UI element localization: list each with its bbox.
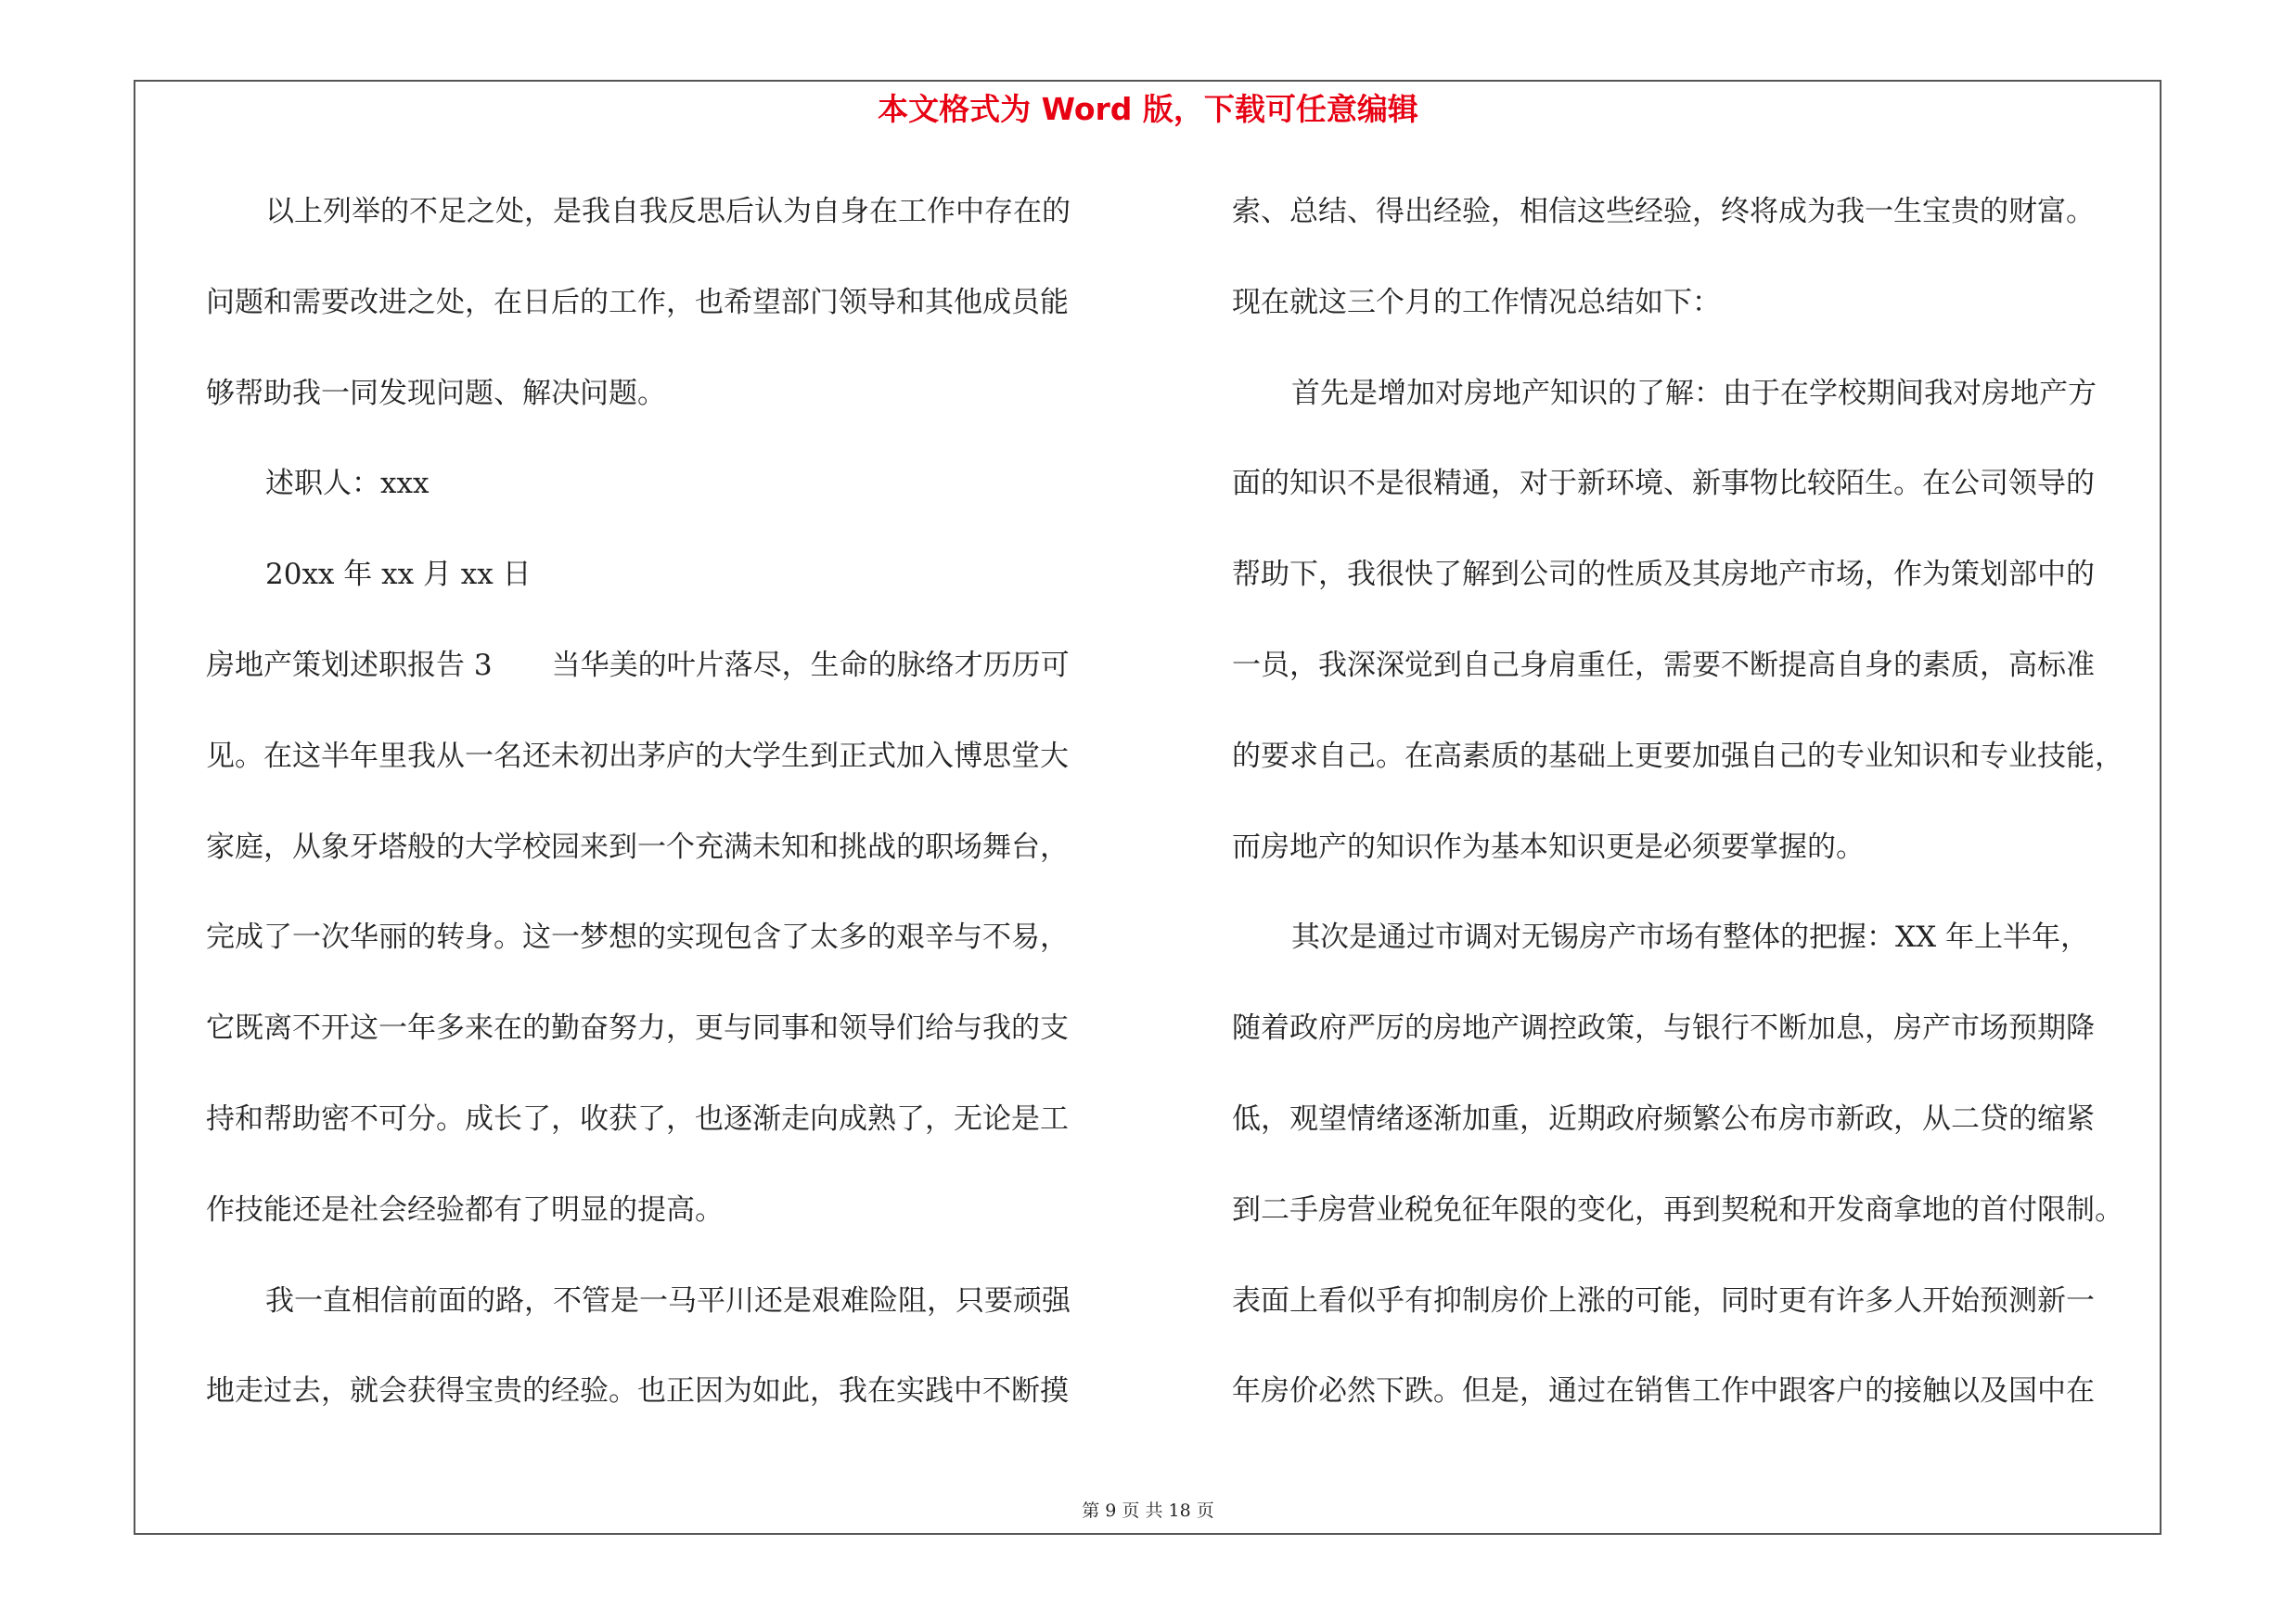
paragraph-line: 完成了一次华丽的转身。这一梦想的实现包含了太多的艰辛与不易， — [206, 921, 1069, 955]
paragraph-line: 以上列举的不足之处，是我自我反思后认为自身在工作中存在的 — [265, 195, 1071, 228]
paragraph-line: 到二手房营业税免征年限的变化，再到契税和开发商拿地的首付限制。 — [1232, 1192, 2123, 1227]
paragraph-line: 一员，我深深觉到自己身肩重任，需要不断提高自身的素质，高标准 — [1232, 648, 2095, 682]
paragraph-line: 它既离不开这一年多来在的勤奋努力，更与同事和领导们给与我的支 — [206, 1011, 1069, 1046]
paragraph-line: 表面上看似乎有抑制房价上涨的可能，同时更有许多人开始预测新一 — [1232, 1283, 2095, 1318]
section-heading: 房地产策划述职报告 3 — [206, 648, 493, 682]
paragraph-line: 的要求自己。在高素质的基础上更要加强自己的专业知识和专业技能， — [1232, 739, 2123, 773]
signer-line: 述职人：xxx — [265, 467, 430, 501]
paragraph-line: 现在就这三个月的工作情况总结如下： — [1232, 285, 1721, 319]
paragraph-line: 作技能还是社会经验都有了明显的提高。 — [206, 1192, 724, 1227]
paragraph-line: 面的知识不是很精通，对于新环境、新事物比较陌生。在公司领导的 — [1232, 467, 2095, 501]
section-heading-line — [206, 636, 1152, 727]
paragraph-line: 地走过去，就会获得宝贵的经验。也正因为如此，我在实践中不断摸 — [206, 1374, 1069, 1409]
paragraph-line: 随着政府严厉的房地产调控政策，与银行不断加息，房产市场预期降 — [1232, 1011, 2095, 1046]
paragraph-line: 而房地产的知识作为基本知识更是必须要掌握的。 — [1232, 830, 1865, 864]
paragraph-line: 家庭，从象牙塔般的大学校园来到一个充满未知和挑战的职场舞台， — [206, 830, 1069, 864]
paragraph-line: 持和帮助密不可分。成长了，收获了，也逐渐走向成熟了，无论是工 — [206, 1101, 1069, 1136]
edit-banner: 本文格式为 Word 版，下载可任意编辑 — [878, 91, 1418, 127]
date-line: 20xx 年 xx 月 xx 日 — [265, 558, 532, 592]
paragraph-line: 帮助下，我很快了解到公司的性质及其房地产市场，作为策划部中的 — [1232, 558, 2095, 592]
paragraph-line: 其次是通过市调对无锡房产市场有整体的把握：XX 年上半年， — [1291, 921, 2089, 955]
paragraph-line: 索、总结、得出经验，相信这些经验，终将成为我一生宝贵的财富。 — [1232, 195, 2095, 228]
paragraph-line: 问题和需要改进之处，在日后的工作，也希望部门领导和其他成员能 — [206, 285, 1069, 319]
paragraph-line: 首先是增加对房地产知识的了解：由于在学校期间我对房地产方 — [1291, 376, 2097, 410]
paragraph-line: 年房价必然下跌。但是，通过在销售工作中跟客户的接触以及国中在 — [1232, 1374, 2095, 1409]
paragraph-line: 低，观望情绪逐渐加重，近期政府频繁公布房市新政，从二贷的缩紧 — [1232, 1101, 2095, 1136]
left-column — [206, 182, 1152, 1452]
section-first-text: 当华美的叶片落尽，生命的脉络才历历可 — [551, 648, 1070, 682]
right-column — [1232, 182, 2178, 1452]
paragraph-line: 我一直相信前面的路，不管是一马平川还是艰难险阻，只要顽强 — [265, 1283, 1071, 1318]
paragraph-line: 见。在这半年里我从一名还未初出茅庐的大学生到正式加入博思堂大 — [206, 739, 1069, 773]
page-number: 第 9 页 共 18 页 — [1082, 1501, 1214, 1521]
paragraph-line: 够帮助我一同发现问题、解决问题。 — [206, 376, 666, 410]
